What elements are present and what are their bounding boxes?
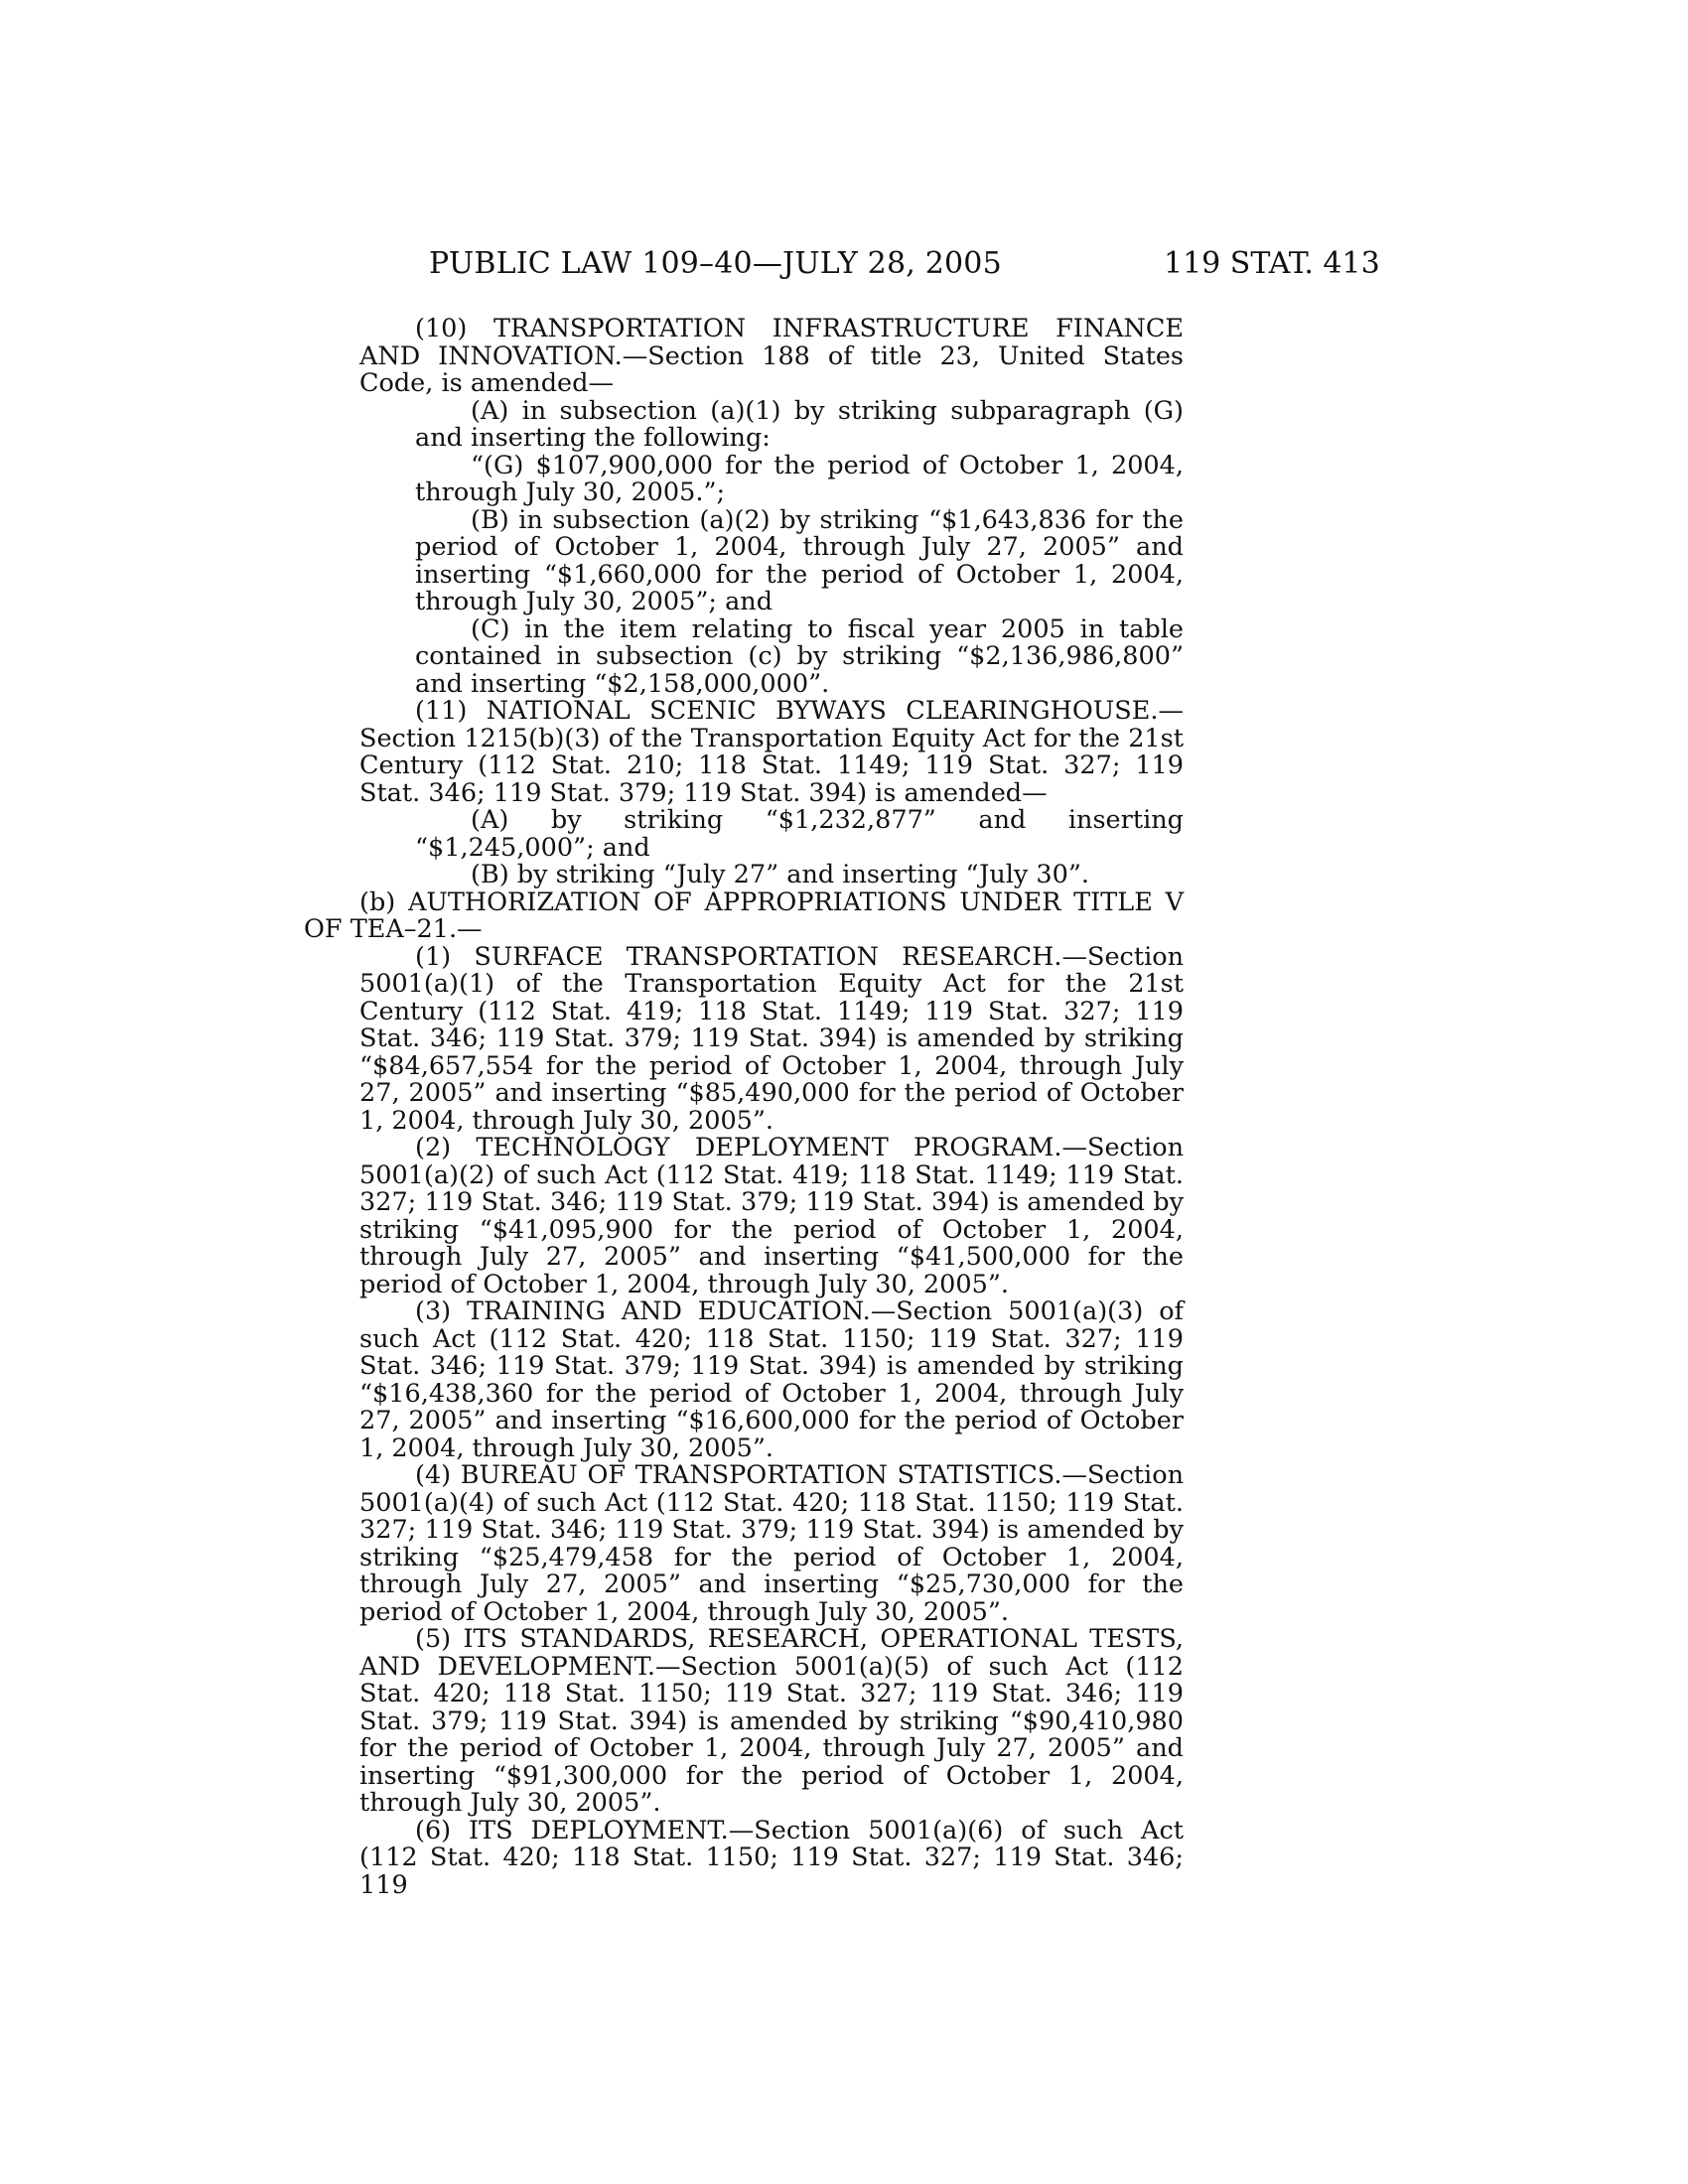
subsection-b-heading: (b) AUTHORIZATION OF APPROPRIATIONS UNDER TITLE V OF TEA–21.— bbox=[304, 887, 1184, 944]
page-number: 119 STAT. 413 bbox=[1164, 246, 1380, 281]
paragraph-3-training-education: (3) TRAINING AND EDUCATION.—Section 5001(a)(3) of such Act (112 Stat. 420; 118 Stat. 1150; 119 Stat. 327; 119 Stat. 346; 119 Stat. 379; 119 Stat. 394) is amended by striking “$16,438,360 for the period of October 1, 2004, through July 27, 2005” and inserting “$16,600,000 for the period of October 1, 2004, through July 30, 2005”. bbox=[359, 1297, 1184, 1463]
inserted-text-10-g: “(G) $107,900,000 for the period of October 1, 2004, through July 30, 2005.”; bbox=[415, 450, 1184, 507]
paragraph-4-bts: (4) BUREAU OF TRANSPORTATION STATISTICS.—Section 5001(a)(4) of such Act (112 Stat. 420; 118 Stat. 1150; 119 Stat. 327; 119 Stat. 346; 119 Stat. 379; 119 Stat. 394) is amended by striking “$25,479,458 for the period of October 1, 2004, through July 27, 2005” and inserting “$25,730,000 for the period of October 1, 2004, through July 30, 2005”. bbox=[359, 1460, 1184, 1627]
subparagraph-11-b: (B) by striking “July 27” and inserting “July 30”. bbox=[471, 860, 1090, 889]
subparagraph-11-a: (A) by striking “$1,232,877” and inserting “$1,245,000”; and bbox=[415, 805, 1184, 863]
paragraph-6-its-deployment: (6) ITS DEPLOYMENT.—Section 5001(a)(6) of such Act (112 Stat. 420; 118 Stat. 1150; 119 Stat. 327; 119 Stat. 346; 119 bbox=[359, 1815, 1184, 1900]
subparagraph-10-a: (A) in subsection (a)(1) by striking subparagraph (G) and inserting the following: bbox=[415, 395, 1184, 453]
subparagraph-10-b: (B) in subsection (a)(2) by striking “$1,643,836 for the period of October 1, 2004, through July 27, 2005” and inserting “$1,660,000 for the period of October 1, 2004, through July 30, 2005”; and bbox=[415, 504, 1184, 616]
paragraph-10-tifia: (10) TRANSPORTATION INFRASTRUCTURE FINANCE AND INNOVATION.—Section 188 of title 23, United States Code, is amended— bbox=[359, 314, 1184, 398]
subparagraph-10-c: (C) in the item relating to fiscal year 2005 in table contained in subsection (c) by striking “$2,136,986,800” and inserting “$2,158,000,000”. bbox=[415, 614, 1184, 699]
page-header bbox=[0, 246, 1688, 286]
paragraph-1-surface-research: (1) SURFACE TRANSPORTATION RESEARCH.—Section 5001(a)(1) of the Transportation Equity Act for the 21st Century (112 Stat. 419; 118 Stat. 1149; 119 Stat. 327; 119 Stat. 346; 119 Stat. 379; 119 Stat. 394) is amended by striking “$84,657,554 for the period of October 1, 2004, through July 27, 2005” and inserting “$85,490,000 for the period of October 1, 2004, through July 30, 2005”. bbox=[359, 941, 1184, 1136]
paragraph-11-scenic-byways: (11) NATIONAL SCENIC BYWAYS CLEARINGHOUSE.—Section 1215(b)(3) of the Transportation Equity Act for the 21st Century (112 Stat. 210; 118 Stat. 1149; 119 Stat. 327; 119 Stat. 346; 119 Stat. 379; 119 Stat. 394) is amended— bbox=[359, 696, 1184, 808]
running-head: PUBLIC LAW 109–40—JULY 28, 2005 bbox=[429, 246, 1002, 281]
paragraph-5-its-standards: (5) ITS STANDARDS, RESEARCH, OPERATIONAL TESTS, AND DEVELOPMENT.—Section 5001(a)(5) of such Act (112 Stat. 420; 118 Stat. 1150; 119 Stat. 327; 119 Stat. 346; 119 Stat. 379; 119 Stat. 394) is amended by striking “$90,410,980 for the period of October 1, 2004, through July 27, 2005” and inserting “$91,300,000 for the period of October 1, 2004, through July 30, 2005”. bbox=[359, 1624, 1184, 1818]
document-body bbox=[304, 316, 1184, 1899]
paragraph-2-technology-deployment: (2) TECHNOLOGY DEPLOYMENT PROGRAM.—Section 5001(a)(2) of such Act (112 Stat. 419; 118 Stat. 1149; 119 Stat. 327; 119 Stat. 346; 119 Stat. 379; 119 Stat. 394) is amended by striking “$41,095,900 for the period of October 1, 2004, through July 27, 2005” and inserting “$41,500,000 for the period of October 1, 2004, through July 30, 2005”. bbox=[359, 1133, 1184, 1299]
